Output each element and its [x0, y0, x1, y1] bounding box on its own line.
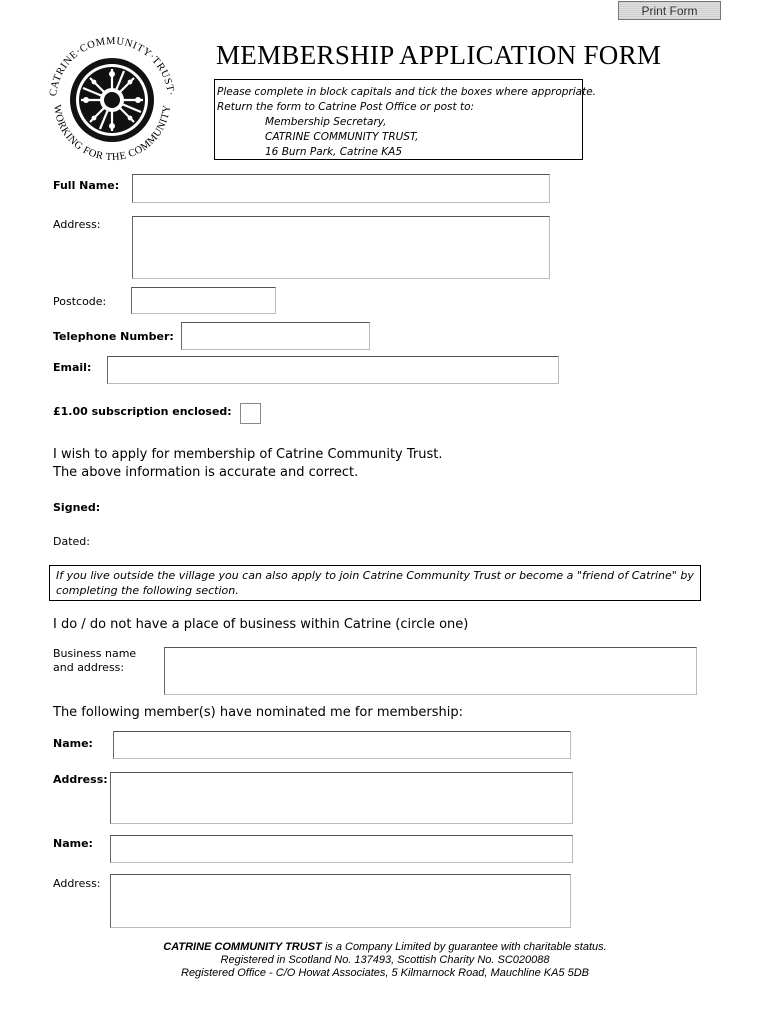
instructions-line: CATRINE COMMUNITY TRUST,: [265, 131, 419, 143]
friend-note-line: completing the following section.: [56, 584, 239, 597]
footer-line: [0, 941, 770, 954]
subscription-checkbox[interactable]: [240, 403, 261, 424]
dated-label: Dated:: [53, 535, 90, 548]
catrine-community-trust-logo: [44, 32, 180, 168]
friend-note-line: If you live outside the village you can also apply to join Catrine Community Trust or become a "friend of Catrine" by: [56, 569, 694, 582]
nominator-1-name-input[interactable]: [113, 731, 571, 759]
logo-ring-bottom-text: WORKING FOR THE COMMUNITY: [50, 104, 174, 164]
declaration-line: The above information is accurate and correct.: [53, 465, 359, 480]
footer-line: Registered Office - C/O Howat Associates, 5 Kilmarnock Road, Mauchline KA5 5DB: [181, 967, 589, 979]
print-form-button[interactable]: Print Form: [618, 1, 721, 20]
subscription-label: £1.00 subscription enclosed:: [53, 405, 232, 418]
business-label: Business name: [53, 647, 137, 660]
instructions-line: Membership Secretary,: [265, 116, 387, 128]
business-label: and address:: [53, 661, 125, 674]
full-name-label: Full Name:: [53, 179, 120, 192]
page-title: MEMBERSHIP APPLICATION FORM: [216, 40, 662, 70]
nominator-name-label: Name:: [53, 737, 93, 750]
friend-note-box: [49, 565, 701, 601]
email-input[interactable]: [107, 356, 559, 384]
logo-ring-top-text: CATRINE·COMMUNITY·TRUST·: [48, 35, 176, 97]
signed-label: Signed:: [53, 501, 101, 514]
footer-line-rest: is a Company Limited by guarantee with charitable status.: [321, 941, 607, 953]
footer-line: Registered in Scotland No. 137493, Scottish Charity No. SC020088: [220, 954, 550, 966]
footer-org-name: CATRINE COMMUNITY TRUST: [163, 941, 322, 953]
address-input[interactable]: [132, 216, 550, 279]
nominator-name-label: Name:: [53, 837, 93, 850]
declaration-line: I wish to apply for membership of Catrine Community Trust.: [53, 447, 443, 462]
instructions-line: 16 Burn Park, Catrine KA5: [265, 146, 403, 158]
nominator-address-label: Address:: [53, 877, 101, 890]
instructions-line: Please complete in block capitals and tick the boxes where appropriate.: [217, 86, 596, 98]
postcode-label: Postcode:: [53, 295, 107, 308]
nomination-intro: The following member(s) have nominated me for membership:: [53, 705, 464, 720]
nominator-address-label: Address:: [53, 773, 108, 786]
nominator-2-name-input[interactable]: [110, 835, 573, 863]
email-label: Email:: [53, 361, 92, 374]
instructions-box: [214, 79, 596, 160]
business-statement: I do / do not have a place of business within Catrine (circle one): [53, 617, 469, 632]
address-label: Address:: [53, 218, 101, 231]
postcode-input[interactable]: [131, 287, 276, 314]
nominator-1-address-input[interactable]: [110, 772, 573, 824]
telephone-input[interactable]: [181, 322, 370, 350]
telephone-label: Telephone Number:: [53, 330, 174, 343]
instructions-line: Return the form to Catrine Post Office or post to:: [217, 101, 475, 113]
business-address-input[interactable]: [164, 647, 697, 695]
nominator-2-address-input[interactable]: [110, 874, 571, 928]
full-name-input[interactable]: [132, 174, 550, 203]
